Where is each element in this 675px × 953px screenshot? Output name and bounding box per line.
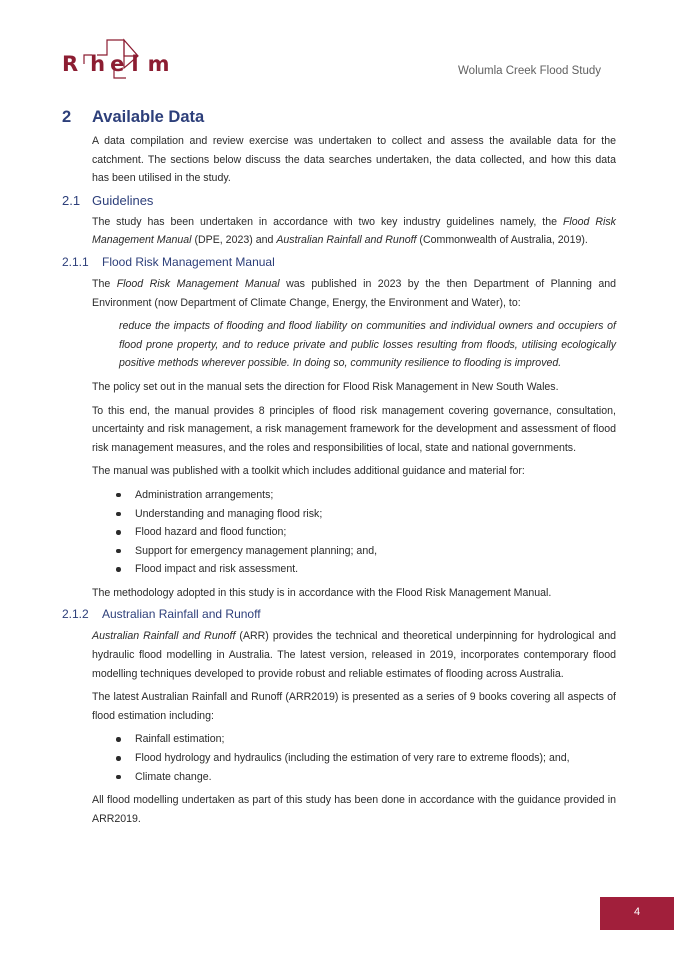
section-heading [62,108,616,132]
list-item: Climate change. [92,768,616,787]
subsection-number: 2.1 [62,192,81,208]
list-item: Flood impact and risk assessment. [92,560,616,579]
logo-wordmark: R h e l m [62,52,170,76]
frmm-quote: reduce the impacts of flooding and flood liability on communities and individual owners and occupiers of flood prone property, and to reduce private and public losses resulting from floods, utilising ecologically positive methods wherever possible. In doing so, community resilience to flooding is improved. [119,320,616,370]
frmm-paragraph-2: The policy set out in the manual sets the direction for Flood Risk Management in New South Wales. [92,380,559,393]
section-intro-paragraph: A data compilation and review exercise was undertaken to collect and assess the available data for the catchment. The sections below discuss the data searches undertaken, the data collected, and how this data has been utilised in the study. [92,135,616,185]
section-title: Available Data [92,108,205,126]
subsection-heading-frmm [62,255,616,275]
subsection-heading-arr [62,607,616,627]
subsection-heading-guidelines [62,193,616,213]
arr-paragraph-2: The latest Australian Rainfall and Runoff (ARR2019) is presented as a series of 9 books covering all aspects of flood estimation including: [92,691,616,722]
frmm-paragraph-5: The methodology adopted in this study is in accordance with the Flood Risk Management Manual. [92,586,552,599]
company-logo [62,38,172,80]
list-item: Flood hydrology and hydraulics (including the estimation of very rare to extreme floods); and, [92,749,616,768]
list-item: Understanding and managing flood risk; [92,505,616,524]
page-content [62,108,616,833]
list-item: Flood hazard and flood function; [92,523,616,542]
frmm-paragraph-3: To this end, the manual provides 8 principles of flood risk management covering governance, consultation, uncertainty and risk management, a risk management framework for the development and assessment of flood risk management measures, and the roles and responsibilities of local, state and national governments. [92,404,616,454]
subsection-title: Australian Rainfall and Runoff [102,607,261,622]
subsection-title: Guidelines [92,192,154,208]
frmm-paragraph-4: The manual was published with a toolkit which includes additional guidance and material for: [92,465,525,478]
list-item: Administration arrangements; [92,486,616,505]
arr-paragraph-1: Australian Rainfall and Runoff (ARR) provides the technical and theoretical underpinning for hydrological and hydraulic flood modelling in Australia. The latest version, released in 2019, incorporates contemporary flood modelling techniques developed to provide robust and reliable estimates of flooding across Australia. [92,630,616,680]
page-number: 4 [633,906,641,918]
list-item: Support for emergency management planning; and, [92,542,616,561]
subsection-number: 2.1.2 [62,607,89,622]
list-item: Rainfall estimation; [92,730,616,749]
page-number-box [600,897,674,930]
frmm-toolkit-list [92,486,616,579]
subsection-title: Flood Risk Management Manual [102,254,275,269]
arr-paragraph-3: All flood modelling undertaken as part of this study has been done in accordance with the guidance provided in ARR2019. [92,794,616,825]
arr-topics-list [92,730,616,786]
guidelines-paragraph: The study has been undertaken in accordance with two key industry guidelines namely, the Flood Risk Management Manual (DPE, 2023) and Australian Rainfall and Runoff (Commonwealth of Australia, 2019). [92,215,616,247]
running-header-title: Wolumla Creek Flood Study [458,65,601,77]
frmm-paragraph-1: The Flood Risk Management Manual was published in 2023 by the then Department of Planning and Environment (now Department of Climate Change, Energy, the Environment and Water), to: [92,277,616,309]
subsection-number: 2.1.1 [62,254,89,269]
section-number: 2 [62,108,72,126]
